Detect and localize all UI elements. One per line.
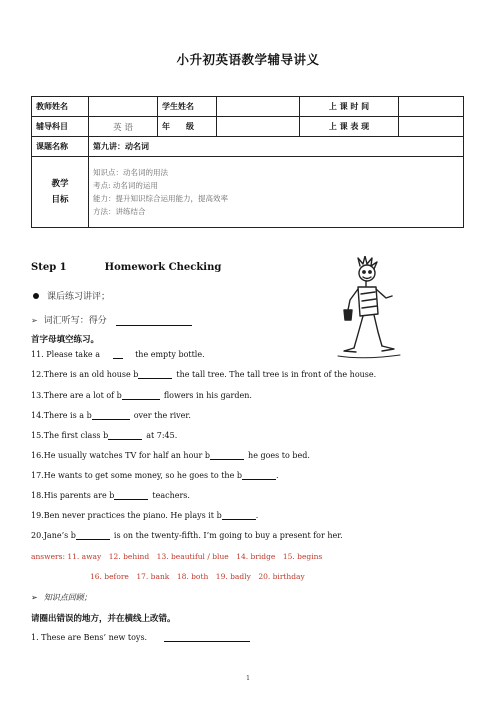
answer-blank [92,411,130,420]
answers-line-2: 16. before 17. bank 18. both 19. badly 20. birthday [90,572,305,581]
step-number: Step 1 [31,262,67,273]
time-value [399,97,464,117]
teacher-label: 教师姓名 [32,97,89,117]
review2-text: 知识点回顾； [43,593,92,602]
goal-label-1: 教学 [51,179,69,189]
review2-line [31,592,92,603]
grade-label: 年 级 [158,117,217,137]
exercise-19: 19.Ben never practices the piano. He plays it b . [31,511,259,520]
exercise-15: 15.The first class b at 7:45. [31,431,178,440]
exercise-2-1: 1. These are Bens’ new toys. [31,633,250,642]
dictation-line [31,313,192,326]
table-row [32,97,464,117]
topic-value: 第九讲：动名词 [89,137,464,157]
answer-blank [114,491,148,500]
answer-blank [76,531,110,540]
goals-cell [89,157,464,228]
exercise-12: 12.There is an old house b the tall tree. The tall tree is in front of the house. [31,370,377,379]
answer-blank [108,431,142,440]
answer-blank [222,511,256,520]
answer-blank [242,471,276,480]
student-value [217,97,300,117]
lesson-info-table [31,96,464,228]
goal-item: 知识点：动名词的用法 [93,168,168,177]
table-row [32,157,464,228]
subject-value: 英 语 [89,117,158,137]
goal-item: 能力：提升知识综合运用能力，提高效率 [93,194,228,203]
exercise-20: 20.Jane’s b is on the twenty-fifth. I’m going to buy a present for her. [31,531,343,540]
review-text: 课后练习讲评； [47,292,111,302]
grade-value [217,117,300,137]
review-line [31,289,110,302]
correction-blank [164,633,250,642]
exercise-17: 17.He wants to get some money, so he goes to the b . [31,471,279,480]
arrow-bullet-icon: ➢ [31,316,38,325]
answer-blank [122,391,160,400]
cartoon-figure-illustration [320,256,406,362]
step-name: Homework Checking [104,262,222,273]
bullet-dot-icon [33,293,39,299]
table-row [32,137,464,157]
goal-label-cell [32,157,89,228]
exercise-18: 18.His parents are b teachers. [31,491,190,500]
step-heading [31,262,221,273]
exercise-14: 14.There is a b over the river. [31,411,191,420]
performance-label: 上 课 表 现 [300,117,399,137]
performance-value [399,117,464,137]
goal-item: 方法：讲练结合 [93,207,146,216]
student-label: 学生姓名 [158,97,217,117]
goal-item: 考点: 动名词的运用 [93,181,158,190]
answer-blank [113,350,123,359]
exercise-16: 16.He usually watches TV for half an hour b he goes to bed. [31,451,310,460]
exercise-13: 13.There are a lot of b flowers in his garden. [31,391,252,400]
time-label: 上 课 时 间 [300,97,399,117]
dictation-text: 词汇听写：得分 [43,316,107,326]
subject-label: 辅导科目 [32,117,89,137]
section1-heading: 首字母填空练习。 [31,335,100,345]
goal-label-2: 目标 [51,195,69,205]
answers-line-1: answers: 11. away 12. behind 13. beautiful / blue 14. bridge 15. begins [31,552,323,561]
arrow-bullet-icon: ➢ [31,593,38,602]
score-blank [116,316,192,326]
page-number: 1 [246,675,250,682]
section2-heading: 请圈出错误的地方，并在横线上改错。 [31,614,176,624]
document-title: 小升初英语教学辅导讲义 [176,52,320,67]
answer-blank [138,370,172,379]
topic-label: 课题名称 [32,137,89,157]
table-row [32,117,464,137]
exercise-11: 11. Please take a the empty bottle. [31,350,205,359]
answer-blank [210,451,244,460]
teacher-value [89,97,158,117]
